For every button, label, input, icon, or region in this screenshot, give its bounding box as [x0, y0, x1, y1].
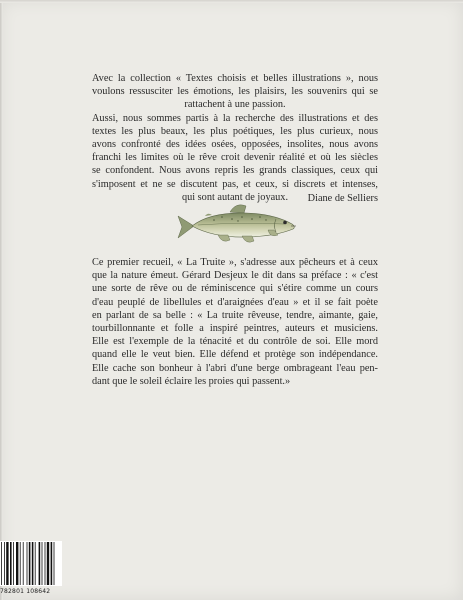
author-signature: Diane de Selliers [307, 193, 378, 204]
text-line: Elle est l'exemple de la ténacité et du contrôle de soi. Elle mord [92, 336, 378, 348]
barcode [0, 541, 62, 586]
barcode-bar [39, 542, 41, 585]
text-line: voulons ressusciter les émotions, les plaisirs, les souvenirs qui se [92, 86, 378, 98]
collection-intro-paragraph [92, 72, 378, 204]
text-line: avons confronté des idées osées, opposées, insolites, nous avons [92, 139, 378, 151]
text-line: franchi les limites où le rêve croit devenir réalité et où les siècles [92, 152, 378, 164]
text-line: quand elle le veut bien. Elle défend et protège son indépendance. [92, 349, 378, 361]
barcode-bar [23, 542, 24, 585]
barcode-bar [51, 542, 53, 585]
text-line: Elle cache son bonheur à l'abri d'une berge ombrageant l'eau pen- [92, 362, 378, 374]
barcode-bar [47, 542, 49, 585]
cover-edge-top [0, 0, 463, 3]
truite-description-paragraph [92, 256, 378, 388]
barcode-bar [13, 542, 14, 585]
barcode-bar [42, 542, 43, 585]
trout-illustration [172, 200, 302, 250]
text-line: en parlant de sa belle : « La truite rêveuse, tendre, aimante, gaie, [92, 309, 378, 321]
barcode-bar [54, 542, 55, 585]
cover-edge-left [0, 0, 3, 600]
text-line: qui sont autant de joyaux. [181, 191, 289, 203]
text-line: Ce premier recueil, « La Truite », s'adresse aux pêcheurs et à ceux [92, 257, 378, 268]
barcode-bar [1, 542, 2, 585]
text-line: s'imposent et ne se discutent pas, et ceux, si discrets et intenses, [92, 178, 378, 190]
barcode-bar [27, 542, 28, 585]
text-line: une sorte de rêve ou de réminiscence qui s'étire comme un cours [92, 283, 378, 295]
barcode-bar [16, 542, 18, 585]
text-line: dant que le soleil éclaire les proies qui passent.» [92, 375, 291, 387]
barcode-bar [45, 542, 46, 585]
text-line: tourbillonnante et folle a inspiré peintres, auteurs et musiciens. [92, 323, 378, 335]
barcode-bar [29, 542, 31, 585]
barcode-bar [6, 542, 8, 585]
barcode-bar [35, 542, 36, 585]
barcode-bar [4, 542, 5, 585]
text-line: d'eau peuplé de libellules et d'araignées d'eau » et il se fait poète [92, 296, 378, 308]
barcode-bar [20, 542, 21, 585]
text-line: Avec la collection « Textes choisis et belles illustrations », nous [92, 73, 378, 84]
text-line: Aussi, nous sommes partis à la recherche des illustrations et des [92, 112, 378, 124]
text-line: se confondent. Nous avons repris les grands classiques, ceux qui [92, 165, 378, 177]
barcode-bar [32, 542, 34, 585]
text-line: textes les plus beaux, les plus poétiques, les plus curieux, nous [92, 125, 378, 137]
text-line: rattachent à une passion. [184, 99, 286, 111]
text-line: que la nature émeut. Gérard Desjeux le dit dans sa préface : « c'est [92, 270, 378, 282]
barcode-number: 782801 108642 [0, 588, 51, 595]
barcode-bar [10, 542, 12, 585]
